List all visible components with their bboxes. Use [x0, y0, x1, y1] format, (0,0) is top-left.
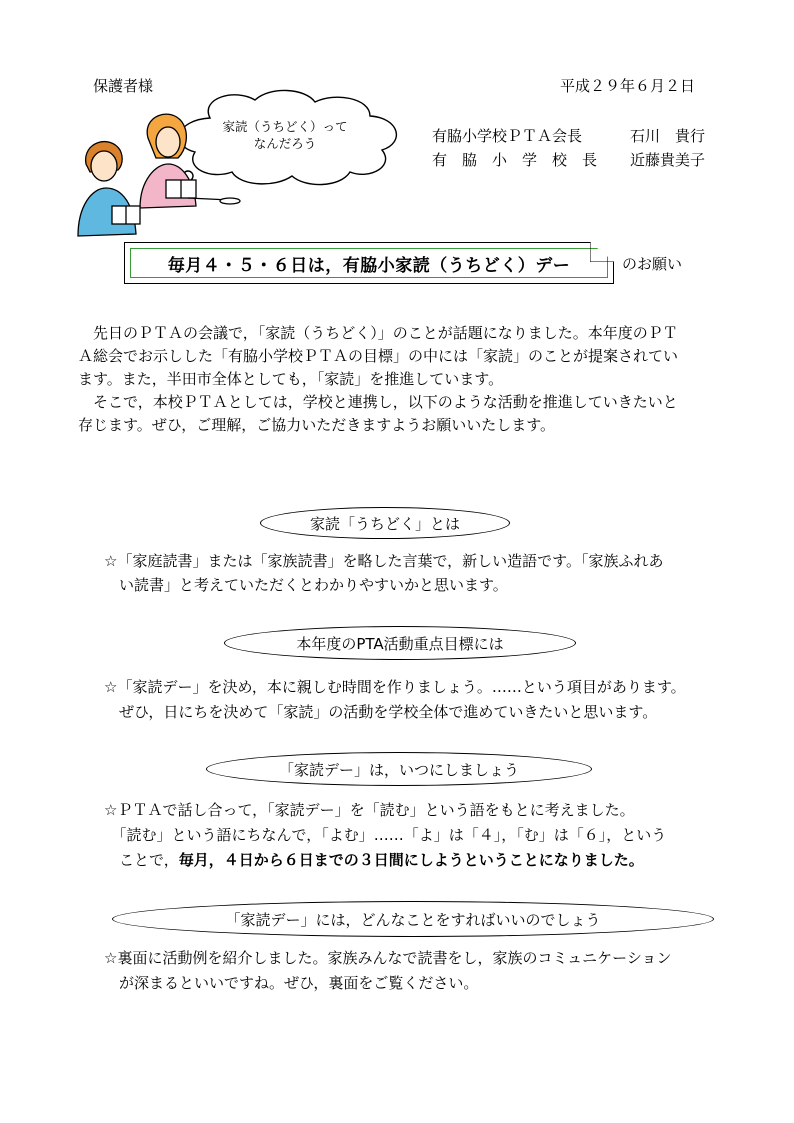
section-3-line-3 [104, 848, 724, 873]
section-4-line: ☆裏面に活動例を紹介しました。家族みんなで読書をし，家族のコミュニケーション [104, 949, 672, 967]
intro-line: 先日のＰＴＡの会議で，「家読（うちどく）」のことが話題になりました。本年度のＰＴ [78, 324, 678, 342]
section-1-line: い読書」と考えていただくとわかりやすいかと思います。 [104, 576, 508, 594]
section-2-line: ☆「家読デー」を決め，本に親しむ時間を作りましょう。……という項目があります。 [104, 678, 686, 696]
sender2-name: 近藤貴美子 [630, 151, 706, 169]
section-heading-4: 「家読デー」には，どんなことをすればいいのでしょう [112, 901, 714, 937]
section-heading-3: 「家読デー」は，いつにしましょう [206, 752, 592, 786]
bubble-text [200, 118, 370, 152]
section-3-line: ☆ＰＴＡで話し合って，「家読デー」を「読む」という語をもとに考えました。 [104, 801, 635, 819]
section-body-2 [104, 675, 724, 725]
section-3-highlight: 毎月，４日から６日までの３日間にしようということになりました。 [178, 851, 644, 869]
date: 平成２９年６月２日 [560, 77, 696, 95]
boy-figure [78, 142, 140, 236]
intro-line: そこで，本校ＰＴＡとしては，学校と連携し，以下のような活動を推進していきたいと [78, 393, 678, 411]
bubble-line-2: なんだろう [253, 136, 317, 151]
sender1-name: 石川 貴行 [630, 127, 706, 145]
intro-line: ます。また，半田市全体としても，「家読」を推進しています。 [78, 370, 504, 388]
title-box-outer [124, 242, 614, 284]
intro-paragraph [78, 322, 722, 437]
title-suffix: のお願い [622, 255, 683, 273]
page-title: 毎月４・５・６日は，有脇小家読（うちどく）デー [167, 255, 571, 276]
sender2-title: 有 脇 小 学 校 長 [432, 151, 598, 169]
section-body-1 [104, 549, 724, 597]
section-3-line-3-normal: ことで， [104, 851, 179, 869]
section-heading-1: 家読「うちどく」とは [260, 507, 510, 539]
intro-line: Ａ総会でお示しした「有脇小学校ＰＴＡの目標」の中には「家読」のことが提案されてい [78, 347, 679, 365]
section-2-line: ぜひ，日にちを決めて「家読」の活動を学校全体で進めていきたいと思います。 [104, 703, 658, 721]
folded-corner-icon [590, 242, 614, 262]
section-body-3 [104, 798, 724, 873]
section-1-line: ☆「家庭読書」または「家族読書」を略した言葉で，新しい造語です。「家族ふれあ [104, 552, 664, 570]
section-4-line: が深まるといいですね。ぜひ，裏面をご覧ください。 [104, 974, 479, 992]
intro-line: 存じます。ぜひ，ご理解，ご協力いただきますようお願いいたします。 [78, 416, 556, 434]
addressee: 保護者様 [93, 77, 154, 95]
section-body-4 [104, 946, 724, 996]
sender1-title: 有脇小学校ＰＴＡ会長 [432, 127, 583, 145]
bubble-line-1: 家読（うちどく）って [222, 119, 348, 134]
section-3-line: 「読む」という語にちなんで，「よむ」……「よ」は「４」，「む」は「６」，という [104, 826, 667, 844]
reading-children-illustration [70, 88, 430, 238]
section-heading-2: 本年度のPTA活動重点目標には [224, 626, 576, 660]
